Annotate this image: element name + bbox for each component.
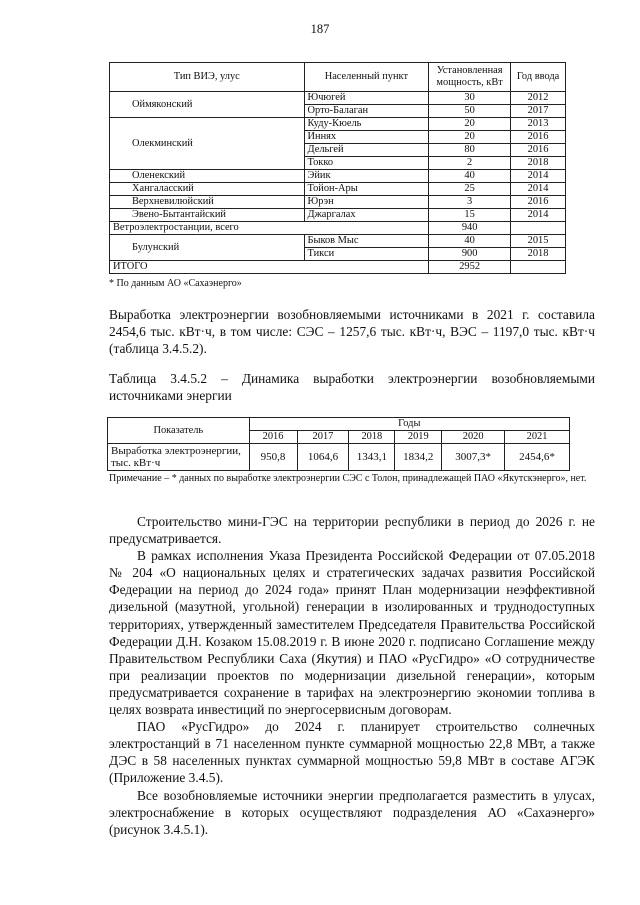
cell-value: 1834,2 xyxy=(395,444,442,471)
table-row xyxy=(110,196,566,209)
cell-power: 40 xyxy=(429,235,511,248)
cell-value: 3007,3* xyxy=(442,444,505,471)
cell-year: 2014 xyxy=(511,183,566,196)
cell-type: ИТОГО xyxy=(110,261,429,274)
cell-power: 2952 xyxy=(429,261,511,274)
cell-year: 2016 xyxy=(511,196,566,209)
cell-year: 2014 xyxy=(511,170,566,183)
cell-type: Эвено-Бытантайский xyxy=(110,209,305,222)
table1-note: * По данным АО «Сахаэнерго» xyxy=(109,278,242,289)
cell-value: 1343,1 xyxy=(349,444,395,471)
cell-place: Тикси xyxy=(304,248,429,261)
header-place: Населенный пункт xyxy=(304,63,429,92)
cell-year: 2016 xyxy=(511,131,566,144)
cell-year: 2013 xyxy=(511,118,566,131)
cell-value: 950,8 xyxy=(249,444,297,471)
cell-power: 20 xyxy=(429,118,511,131)
header-year: 2017 xyxy=(297,431,349,444)
table-row xyxy=(108,444,570,471)
cell-type: Ветроэлектростанции, всего xyxy=(110,222,429,235)
body-paragraph: Все возобновляемые источники энергии предполагается разместить в улусах, электроснабжение в которых осуществляют подразделения АО «Сахаэнерго» (рисунок 3.4.5.1). xyxy=(109,787,595,837)
cell-value: 2454,6* xyxy=(505,444,570,471)
cell-power: 40 xyxy=(429,170,511,183)
header-year: 2020 xyxy=(442,431,505,444)
cell-power: 15 xyxy=(429,209,511,222)
cell-year: 2017 xyxy=(511,105,566,118)
cell-place: Куду-Кюель xyxy=(304,118,429,131)
cell-power: 30 xyxy=(429,92,511,105)
cell-power: 3 xyxy=(429,196,511,209)
header-type: Тип ВИЭ, улус xyxy=(110,63,305,92)
cell-place: Орто-Балаган xyxy=(304,105,429,118)
cell-place: Иннях xyxy=(304,131,429,144)
header-year: 2016 xyxy=(249,431,297,444)
table-row xyxy=(110,170,566,183)
table-row xyxy=(110,118,566,131)
body-text xyxy=(109,513,595,838)
cell-power: 80 xyxy=(429,144,511,157)
cell-power: 25 xyxy=(429,183,511,196)
cell-place: Токко xyxy=(304,157,429,170)
header-indicator: Показатель xyxy=(108,418,250,444)
body-paragraph: В рамках исполнения Указа Президента Российской Федерации от 07.05.2018 № 204 «О национальных целях и стратегических задачах развития Российской Федерации на период до 2024 года» принят План модернизации неэффективной дизельной (мазутной, угольной) генерации в изолированных и труднодоступных территориях, утвержденный заместителем Председателя Правительства Российской Федерации Д.Н. Козаком 15.08.2019 г. В июне 2020 г. подписано Соглашение между Правительством Республики Саха (Якутия) и ПАО «РусГидро» «О сотрудничестве при реализации проектов по модернизации дизельной генерации», которым предусматривается сохранение в тарифах на электроэнергию экономии топлива в целях возврата инвестиций по энергосервисным договорам. xyxy=(109,548,595,718)
cell-type: Оленекский xyxy=(110,170,305,183)
header-year: 2021 xyxy=(505,431,570,444)
cell-power: 940 xyxy=(429,222,511,235)
header-years: Годы xyxy=(249,418,569,431)
cell-power: 900 xyxy=(429,248,511,261)
cell-place: Эйик xyxy=(304,170,429,183)
page-number: 187 xyxy=(310,22,330,36)
cell-type: Олекминский xyxy=(110,118,305,170)
cell-place: Дельгей xyxy=(304,144,429,157)
table-row xyxy=(110,183,566,196)
header-year: Год ввода xyxy=(511,63,566,92)
cell-place: Быков Мыс xyxy=(304,235,429,248)
cell-value: 1064,6 xyxy=(297,444,349,471)
cell-place: Тойон-Ары xyxy=(304,183,429,196)
generation-dynamics-table xyxy=(107,417,570,471)
cell-year: 2016 xyxy=(511,144,566,157)
cell-place: Джаргалах xyxy=(304,209,429,222)
cell-year: 2018 xyxy=(511,248,566,261)
renewables-table xyxy=(109,62,566,274)
table-row-subtotal xyxy=(110,222,566,235)
cell-power: 20 xyxy=(429,131,511,144)
cell-power: 50 xyxy=(429,105,511,118)
table-row xyxy=(110,209,566,222)
header-power: Установленная мощность, кВт xyxy=(429,63,511,92)
cell-type: Хангаласский xyxy=(110,183,305,196)
cell-indicator: Выработка электроэнергии, тыс. кВт·ч xyxy=(108,444,250,471)
header-year: 2019 xyxy=(395,431,442,444)
table2-caption: Таблица 3.4.5.2 – Динамика выработки электроэнергии возобновляемыми источниками энергии xyxy=(109,371,595,403)
table-row xyxy=(110,92,566,105)
header-year: 2018 xyxy=(349,431,395,444)
cell-place: Ючюгей xyxy=(304,92,429,105)
cell-type: Булунский xyxy=(110,235,305,261)
table2-note: Примечание – * данных по выработке электроэнергии СЭС с Толон, принадлежащей ПАО «Якутскэнерго», нет. xyxy=(109,473,587,484)
cell-year: 2015 xyxy=(511,235,566,248)
cell-type: Верхневилюйский xyxy=(110,196,305,209)
cell-year xyxy=(511,222,566,235)
cell-year: 2018 xyxy=(511,157,566,170)
cell-year: 2012 xyxy=(511,92,566,105)
table-header-row xyxy=(110,63,566,92)
cell-type: Оймяконский xyxy=(110,92,305,118)
table-header-row xyxy=(108,418,570,431)
body-paragraph: ПАО «РусГидро» до 2024 г. планирует строительство солнечных электростанций в 71 населенном пункте суммарной мощностью 22,8 МВт, а также ДЭС в 58 населенных пунктах суммарной мощностью 59,8 МВт в составе АГЭК (Приложение 3.4.5). xyxy=(109,719,595,786)
cell-year xyxy=(511,261,566,274)
paragraph-output: Выработка электроэнергии возобновляемыми источниками в 2021 г. составила 2454,6 тыс. кВт·ч, в том числе: СЭС – 1257,6 тыс. кВт·ч, ВЭС – 1197,0 тыс. кВт·ч (таблица 3.4.5.2). xyxy=(109,307,595,356)
table-row xyxy=(110,235,566,248)
cell-place: Юрэн xyxy=(304,196,429,209)
table-row-total xyxy=(110,261,566,274)
cell-year: 2014 xyxy=(511,209,566,222)
body-paragraph: Строительство мини-ГЭС на территории республики в период до 2026 г. не предусматривается. xyxy=(109,514,595,547)
cell-power: 2 xyxy=(429,157,511,170)
